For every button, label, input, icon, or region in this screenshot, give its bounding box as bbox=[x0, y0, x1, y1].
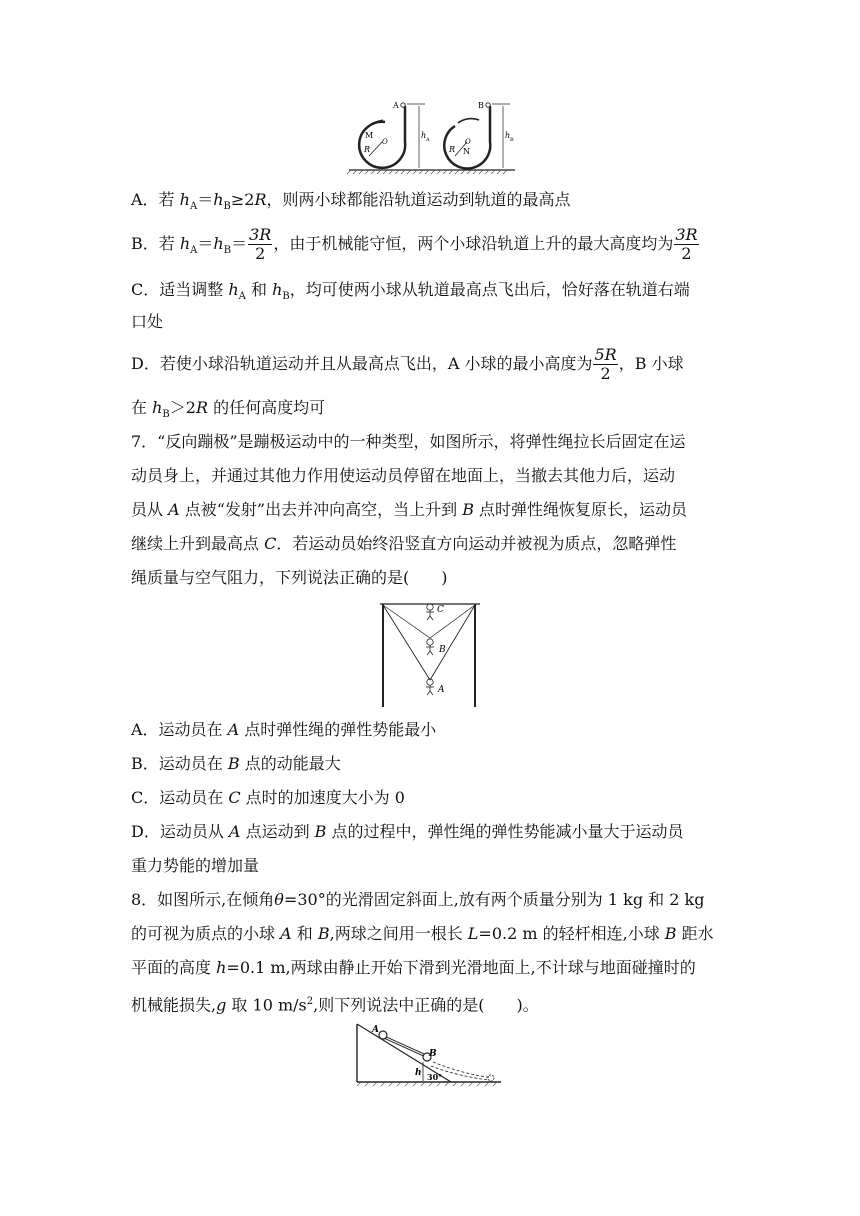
fig3-label-h: h bbox=[415, 1068, 422, 1078]
track-diagram bbox=[345, 98, 520, 174]
q6-option-d-line2: 在 $h_B>2R$ 的任何高度均可 bbox=[131, 398, 326, 421]
incline-diagram bbox=[353, 1022, 503, 1088]
q7-stem-line2: 动员身上，并通过其他力作用使运动员停留在地面上，当撤去其他力后，运动 bbox=[131, 466, 676, 485]
fig1-label-b: B bbox=[478, 101, 484, 110]
bungee-diagram bbox=[378, 602, 482, 708]
fig2-label-c: C bbox=[437, 605, 444, 615]
fig3-label-angle: 30° bbox=[427, 1072, 443, 1082]
fraction-5r-2: $\frac{5R}{2}$ bbox=[594, 345, 617, 383]
fig2-label-b: B bbox=[439, 645, 446, 655]
fig1-label-m: M bbox=[365, 131, 374, 140]
track-figure bbox=[345, 98, 520, 174]
fig3-label-b: B bbox=[429, 1049, 437, 1059]
q7-option-d-line1: D．运动员从 A 点运动到 B 点的过程中，弹性绳的弹性势能减小量大于运动员 bbox=[131, 822, 684, 841]
q6-option-a: A．若 $h_A=h_B\ge 2R$，则两小球都能沿轨道运动到轨道的最高点 bbox=[131, 190, 571, 213]
fig1-label-a: A bbox=[393, 101, 399, 110]
q7-stem-line4: 继续上升到最高点 C．若运动员始终沿竖直方向运动并被视为质点，忽略弹性 bbox=[131, 534, 677, 553]
q8-stem-line1: 8．如图所示,在倾角θ=30°的光滑固定斜面上,放有两个质量分别为 1 kg 和 2 kg bbox=[131, 890, 705, 909]
fig1-label-o2: O bbox=[465, 138, 471, 146]
fig1-label-o: O bbox=[382, 138, 388, 146]
q8-stem-line2: 的可视为质点的小球 A 和 B,两球之间用一根长 L=0.2 m 的轻杆相连,小球 B 距水 bbox=[131, 924, 714, 943]
q7-option-c: C．运动员在 C 点时的加速度大小为 0 bbox=[131, 788, 405, 807]
fig2-label-a: A bbox=[438, 685, 445, 695]
q6-option-c-line2: 口处 bbox=[131, 312, 164, 331]
q7-stem-line3: 员从 A 点被“发射”出去并冲向高空，当上升到 B 点时弹性绳恢复原长，运动员 bbox=[131, 500, 688, 519]
q7-option-b: B．运动员在 B 点的动能最大 bbox=[131, 754, 341, 773]
q7-stem-line5: 绳质量与空气阻力，下列说法正确的是( ) bbox=[131, 568, 448, 587]
q8-stem-line4: 机械能损失,g 取 10 $m/s^2$,则下列说法中正确的是( )。 bbox=[131, 995, 539, 1015]
q6-option-c-line1: C．适当调整 $h_A$ 和 $h_B$，均可使两小球从轨道最高点飞出后，恰好落在轨道右端 bbox=[131, 280, 690, 303]
q7-option-d-line2: 重力势能的增加量 bbox=[131, 856, 260, 875]
q7-option-a: A．运动员在 A 点时弹性绳的弹性势能最小 bbox=[131, 720, 437, 739]
fig1-label-hb-sub: B bbox=[510, 137, 514, 143]
fraction-3r-2: $\frac{3R}{2}$ bbox=[249, 225, 272, 263]
fig1-label-ha: h bbox=[421, 131, 427, 140]
q6-option-b: B．若 $h_A=h_B=$ $\frac{3R}{2}$ ，由于机械能守恒，两个小球沿轨道上升的最大高度均为 $\frac{3R}{2}$ bbox=[131, 225, 698, 263]
incline-figure bbox=[353, 1022, 503, 1088]
bungee-figure bbox=[378, 602, 482, 708]
fig1-label-ha-sub: A bbox=[426, 137, 430, 143]
fig1-label-r2: R bbox=[449, 145, 456, 154]
fig3-label-a: A bbox=[372, 1025, 379, 1035]
q7-stem-line1: 7．“反向蹦极”是蹦极运动中的一种类型，如图所示，将弹性绳拉长后固定在运 bbox=[131, 432, 686, 451]
q6-option-d-line1: D．若使小球沿轨道运动并且从最高点飞出，A 小球的最小高度为 $\frac{5R}{2}$ ，B 小球 bbox=[131, 345, 684, 383]
fig1-label-r: R bbox=[364, 145, 371, 154]
fig1-label-n: N bbox=[463, 147, 470, 156]
q8-stem-line3: 平面的高度 h=0.1 m,两球由静止开始下滑到光滑地面上,不计球与地面碰撞时的 bbox=[131, 958, 696, 977]
fig1-label-hb: h bbox=[505, 131, 511, 140]
fraction-3r-2-b: $\frac{3R}{2}$ bbox=[675, 225, 698, 263]
